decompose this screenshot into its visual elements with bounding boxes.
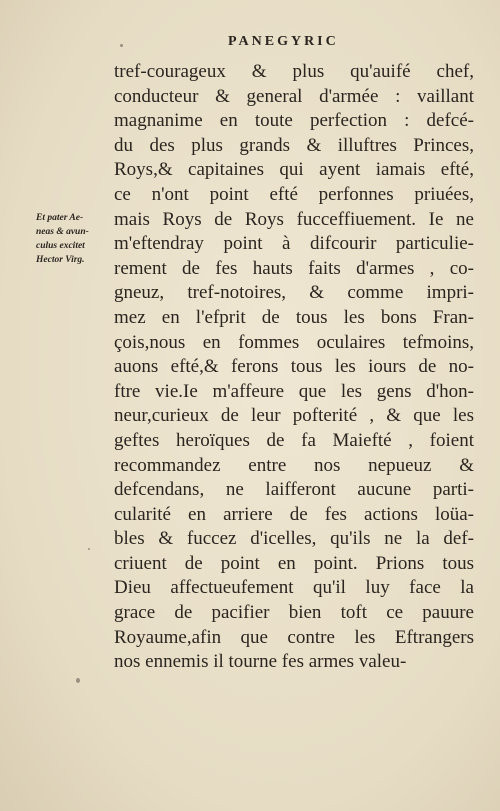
text-line: cularité en arriere de fes actions loüa-	[114, 503, 474, 525]
text-line: du des plus grands & illuftres Princes,	[114, 134, 474, 156]
text-line: criuent de point en point. Prions tous	[114, 552, 474, 574]
text-line: m'eftendray point à difcourir particulie-	[114, 233, 474, 255]
text-line: neur,curieux de leur pofterité , & que les	[114, 405, 474, 427]
text-line: nos ennemis il tourne fes armes valeu-	[114, 651, 407, 673]
text-line: rement de fes hauts faits d'armes , co-	[114, 257, 474, 279]
text-line: conducteur & general d'armée : vaillant	[114, 85, 474, 107]
text-line: magnanime en toute perfection : defcé-	[114, 110, 474, 132]
text-line: ce n'ont point efté perfonnes priuées,	[114, 183, 474, 205]
text-line: grace de pacifier bien toft ce pauure	[114, 602, 474, 624]
margin-note-line: Et pater Ae-	[36, 213, 84, 223]
margin-note-line: culus excitet	[36, 241, 85, 251]
text-line: auons efté,& ferons tous les iours de no-	[114, 356, 474, 378]
text-line: recommandez entre nos nepueuz &	[114, 454, 474, 476]
text-line: çois,nous en fommes oculaires tefmoins,	[114, 331, 474, 353]
margin-note-line: neas & avun-	[36, 227, 89, 237]
text-line: geftes heroïques de fa Maiefté , foient	[114, 429, 474, 451]
running-head: PANEGYRIC	[228, 34, 339, 49]
ink-speck	[76, 678, 80, 683]
ink-speck	[88, 548, 90, 550]
text-line: mez en l'efprit de tous les bons Fran-	[114, 306, 474, 328]
text-line: tref-courageux & plus qu'auifé chef,	[114, 61, 474, 82]
text-line: Royaume,afin que contre les Eftrangers	[114, 626, 474, 648]
body-text	[114, 60, 474, 675]
text-line: Dieu affectueufement qu'il luy face la	[114, 577, 474, 599]
text-line: ftre vie.Ie m'affeure que les gens d'hon-	[114, 380, 474, 402]
margin-note	[36, 211, 116, 267]
text-line: mais Roys de Roys fucceffiuement. Ie ne	[114, 208, 474, 230]
text-line: defcendans, ne laifferont aucune parti-	[114, 479, 474, 501]
text-line: bles & fuccez d'icelles, qu'ils ne la def-	[114, 528, 474, 550]
margin-note-line: Hector Virg.	[36, 255, 85, 265]
ink-speck	[120, 44, 123, 47]
text-line: Roys,& capitaines qui ayent iamais efté,	[114, 159, 474, 181]
text-line: gneuz, tref-notoires, & comme impri-	[114, 282, 474, 304]
